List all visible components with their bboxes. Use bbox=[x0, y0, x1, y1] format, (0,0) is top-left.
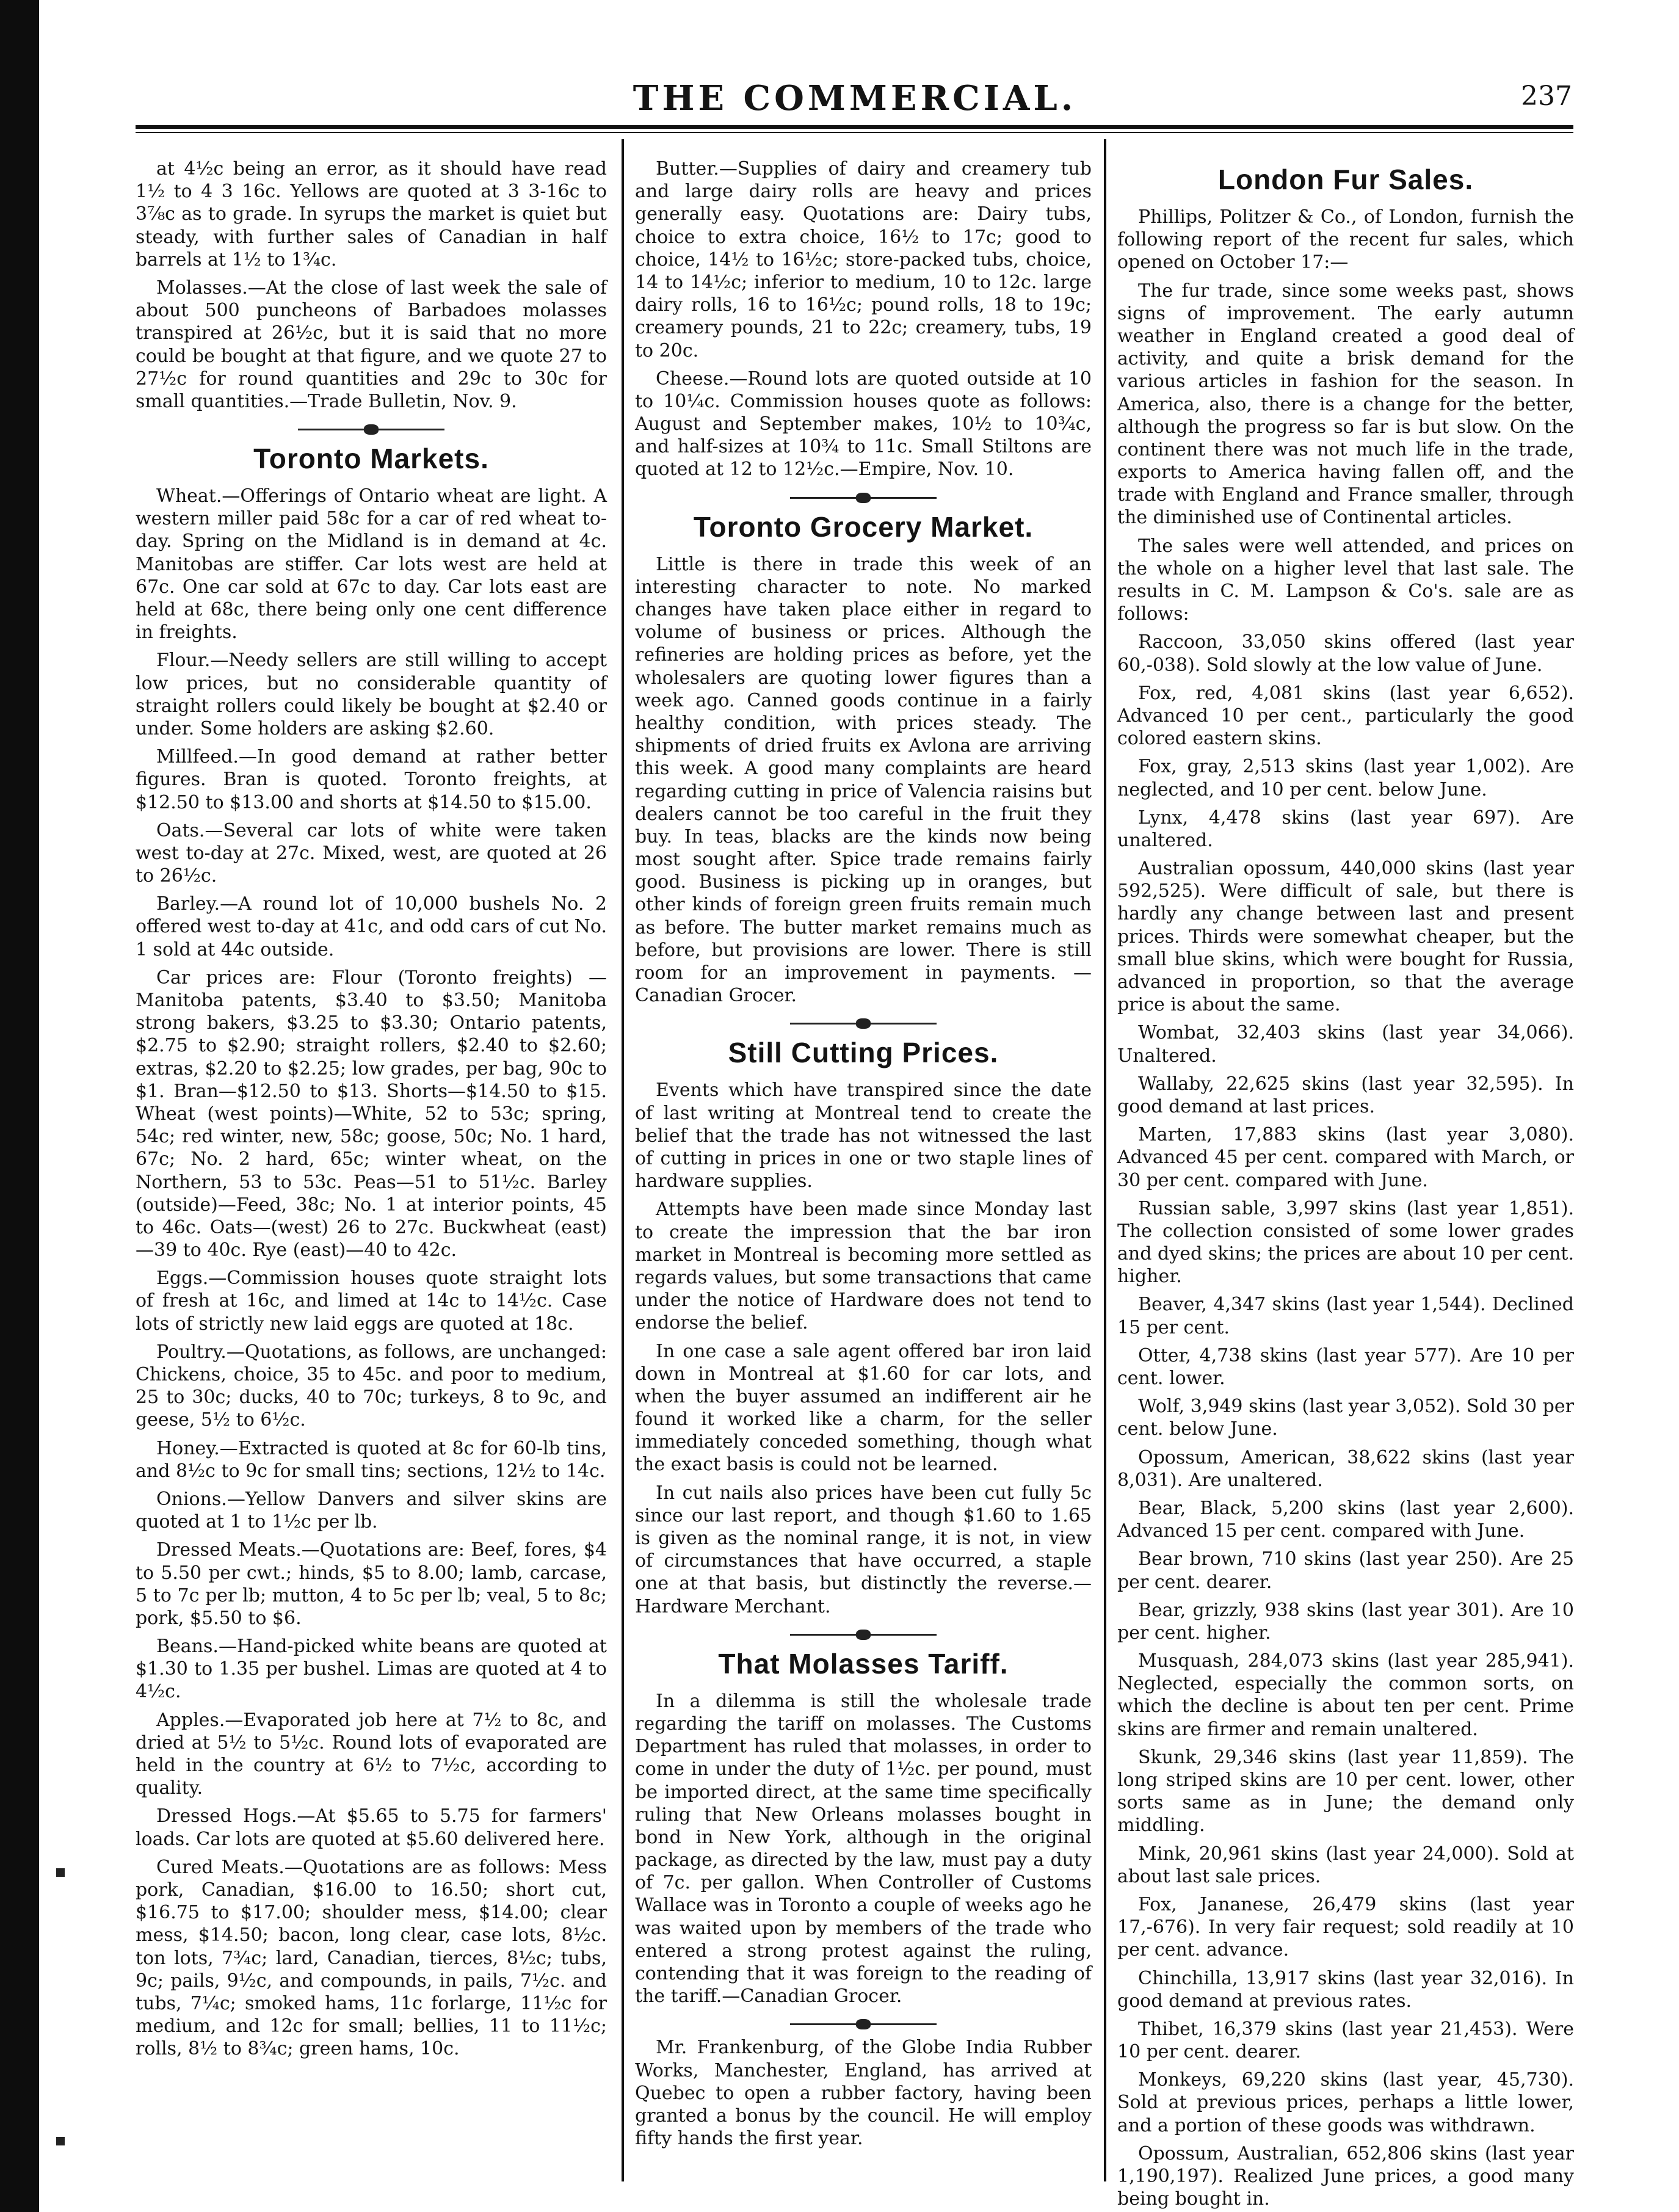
fur-entry: Skunk, 29,346 skins (last year 11,859). The long striped skins are 10 per cent. lower, other sorts same as in June; the demand only middling. bbox=[1117, 1746, 1574, 1837]
fur-entry: Fox, gray, 2,513 skins (last year 1,002). Are neglected, and 10 per cent. below June. bbox=[1117, 756, 1574, 800]
article-paragraph: Millfeed.—In good demand at rather better figures. Bran is quoted. Toronto freights, at $12.50 to $13.00 and shorts at $14.50 to $15.00. bbox=[136, 746, 607, 813]
page-number: 237 bbox=[1521, 81, 1572, 112]
article-paragraph: Oats.—Several car lots of white were taken west to-day at 27c. Mixed, west, are quoted at 26 to 26½c. bbox=[136, 819, 607, 887]
article-paragraph: Little is there in trade this week of an interesting character to note. No marked changes have taken place either in regard to volume of business or prices. Although the refineries are holding prices as before, yet the wholesalers are quoting lower figures than a week ago. Canned goods continue in a fairly healthy condition, with prices steady. The shipments of dried fruits ex Avlona are arriving this week. A good many complaints are heard regarding cutting in price of Valencia raisins but dealers cannot be too careful in the fruit they buy. In teas, blacks are the kinds now being most sought after. Spice trade remains fairly good. Business is picking up in oranges, but other kinds of foreign green fruits remain much as before. The butter market remains much as before, but provisions are lower. There is still room for an improvement in payments. —Canadian Grocer. bbox=[635, 553, 1092, 1007]
fur-entry: Otter, 4,738 skins (last year 577). Are 10 per cent. lower. bbox=[1117, 1344, 1574, 1390]
fur-entry: Raccoon, 33,050 skins offered (last year 60,-038). Sold slowly at the low value of June. bbox=[1117, 631, 1574, 676]
headline-that-molasses-tariff: That Molasses Tariff. bbox=[718, 1647, 1009, 1680]
fur-entry: Bear brown, 710 skins (last year 250). Are 25 per cent. dearer. bbox=[1117, 1548, 1574, 1593]
headline-still-cutting-prices: Still Cutting Prices. bbox=[728, 1037, 999, 1069]
fur-entry: Opossum, Australian, 652,806 skins (last year 1,190,197). Realized June prices, a good many being bought in. bbox=[1117, 2142, 1574, 2210]
fur-entry: Russian sable, 3,997 skins (last year 1,851). The collection consisted of some lower grades and dyed skins; the prices are about 10 per cent. higher. bbox=[1117, 1197, 1574, 1288]
article-paragraph: Poultry.—Quotations, as follows, are unchanged: Chickens, choice, 35 to 45c. and poor to medium, 25 to 30c; ducks, 40 to 70c; turkeys, 8 to 9c, and geese, 5½ to 6½c. bbox=[136, 1341, 607, 1431]
article-paragraph: Apples.—Evaporated job here at 7½ to 8c, and dried at 5½ to 5½c. Round lots of evaporated are held in the country at 6½ to 7½c, according to quality. bbox=[136, 1709, 607, 1799]
article-paragraph: The fur trade, since some weeks past, shows signs of improvement. The early autumn weather in England created a good deal of activity, and quite a brisk demand for the various articles in fashion for the season. In America, also, there is a change for the better, although the progress so far is but slow. On the continent there was not much life in the trade, exports to America having fallen off, and the trade with England and France smaller, through the diminished use of Continental articles. bbox=[1117, 280, 1574, 529]
fur-entry: Mink, 20,961 skins (last year 24,000). Sold at about last sale prices. bbox=[1117, 1843, 1574, 1887]
fur-entry: Beaver, 4,347 skins (last year 1,544). Declined 15 per cent. bbox=[1117, 1294, 1574, 1338]
article-paragraph: Car prices are: Flour (Toronto freights) — Manitoba patents, $3.40 to $3.50; Manitoba strong bakers, $3.25 to $3.30; Ontario patents, $2.75 to $2.90; straight rollers, $2.40 to $2.60; extras, $2.20 to $2.25; low grades, per bag, 90c to $1. Bran—$12.50 to $13. Shorts—$14.50 to $15. Wheat (west points)—White, 52 to 53c; spring, 54c; red winter, new, 58c; goose, 50c; No. 1 hard, 67c; No. 2 hard, 65c; winter wheat, on the Northern, 53 to 53c. Peas—51 to 51½c. Barley (outside)—Feed, 38c; No. 1 at interior points, 45 to 46c. Oats—(west) 26 to 27c. Buckwheat (east)—39 to 40c. Rye (east)—40 to 42c. bbox=[136, 966, 607, 1261]
headline-toronto-grocery-market: Toronto Grocery Market. bbox=[693, 510, 1034, 543]
article-paragraph: Eggs.—Commission houses quote straight lots of fresh at 16c, and limed at 14c to 14½c. Case lots of strictly new laid eggs are quoted at 18c. bbox=[136, 1267, 607, 1335]
article-paragraph: Honey.—Extracted is quoted at 8c for 60-lb tins, and 8½c to 9c for small tins; sections, 12½ to 14c. bbox=[136, 1437, 607, 1482]
article-paragraph: Flour.—Needy sellers are still willing to accept low prices, but no considerable quantity of straight rollers could likely be bought at $2.40 or under. Some holders are asking $2.60. bbox=[136, 650, 607, 739]
article-paragraph: Cured Meats.—Quotations are as follows: Mess pork, Canadian, $16.00 to 16.50; short cut, $16.75 to $17.00; shoulder mess, $14.00; clear mess, $14.50; bacon, long clear, case lots, 8½c. ton lots, 7¾c; lard, Canadian, tierces, 8½c; tubs, 9c; pails, 9½c, and compounds, in pails, 7½c. and tubs, 7¼c; smoked hams, 11c forlarge, 11½c for medium, and 12c for small; bellies, 11 to 11½c; rolls, 8½ to 8¾c; green hams, 10c. bbox=[136, 1856, 607, 2060]
article-paragraph: Cheese.—Round lots are quoted outside at 10 to 10¼c. Commission houses quote as follows: August and September makes, 10½ to 10¾c, and half-sizes at 10¾ to 11c. Small Stiltons are quoted at 12 to 12½c.—Empire, Nov. 10. bbox=[635, 368, 1092, 480]
header-rule-thin bbox=[136, 132, 1573, 133]
article-paragraph: Butter.—Supplies of dairy and creamery tub and large dairy rolls are heavy and prices generally easy. Quotations are: Dairy tubs, choice to extra choice, 16½ to 17c; good to choice, 14½ to 16½c; store-packed tubs, choice, 14 to 14½c; inferior to medium, 10 to 12c. large dairy rolls, 16 to 16½c; pound rolls, 18 to 19c; creamery pounds, 21 to 22c; creamery, tubs, 19 to 20c. bbox=[635, 158, 1092, 361]
section-separator bbox=[298, 429, 444, 430]
column-rule bbox=[622, 139, 624, 2181]
article-paragraph: Barley.—A round lot of 10,000 bushels No. 2 offered west to-day at 41c, and odd cars of cut No. 1 sold at 44c outside. bbox=[136, 893, 607, 960]
masthead-title: THE COMMERCIAL. bbox=[633, 78, 1077, 118]
fur-entry: Australian opossum, 440,000 skins (last year 592,525). Were difficult of sale, but there is hardly any change between last and present prices. Thirds were somewhat cheaper, but the small blue skins, which were bought for Russia, advanced in proportion, so that the average price is about the same. bbox=[1117, 858, 1574, 1016]
fur-entry: Fox, Jananese, 26,479 skins (last year 17,-676). In very fair request; sold readily at 10 per cent. advance. bbox=[1117, 1893, 1574, 1961]
fur-entry: Bear, grizzly, 938 skins (last year 301). Are 10 per cent. higher. bbox=[1117, 1599, 1574, 1644]
fur-entry: Wallaby, 22,625 skins (last year 32,595). In good demand at last prices. bbox=[1117, 1073, 1574, 1117]
fur-entry: Fox, red, 4,081 skins (last year 6,652). Advanced 10 per cent., particularly the good colored eastern skins. bbox=[1117, 682, 1574, 750]
fur-entry: Chinchilla, 13,917 skins (last year 32,016). In good demand at previous rates. bbox=[1117, 1967, 1574, 2012]
article-paragraph: The sales were well attended, and prices on the whole on a higher level that last sale. The results in C. M. Lampson & Co's. sale are as follows: bbox=[1117, 535, 1574, 625]
scan-mark bbox=[56, 2137, 65, 2145]
article-paragraph: Mr. Frankenburg, of the Globe India Rubber Works, Manchester, England, has arrived at Quebec to open a rubber factory, having been granted a bonus by the council. He will employ fifty hands the first year. bbox=[635, 2037, 1092, 2150]
fur-entry: Lynx, 4,478 skins (last year 697). Are unaltered. bbox=[1117, 807, 1574, 851]
scan-mark bbox=[56, 1868, 65, 1877]
column-3 bbox=[1117, 158, 1574, 2210]
article-paragraph: In a dilemma is still the wholesale trade regarding the tariff on molasses. The Customs Department has ruled that molasses, in order to come in under the duty of 1½c. per pound, must be imported direct, at the same time specifically ruling that New Orleans molasses bought in bond in New York, although in the original package, as directed by the law, must pay a duty of 7c. per gallon. When Controller of Customs Wallace was in Toronto a couple of weeks ago he was waited upon by members of the trade who entered a strong protest against the ruling, contending that it was foreign to the reading of the tariff.—Canadian Grocer. bbox=[635, 1690, 1092, 2007]
article-paragraph: Molasses.—At the close of last week the sale of about 500 puncheons of Barbadoes molasses transpired at 26½c, but it is said that no more could be bought at that figure, and we quote 27 to 27½c for round quantities and 29c to 30c for small quantities.—Trade Bulletin, Nov. 9. bbox=[136, 277, 607, 412]
article-paragraph: In one case a sale agent offered bar iron laid down in Montreal at $1.60 for car lots, and when the buyer assumed an indifferent air he found it worked like a charm, for the seller immediately conceded something, though what the exact basis is could not be learned. bbox=[635, 1340, 1092, 1476]
fur-entry: Wombat, 32,403 skins (last year 34,066). Unaltered. bbox=[1117, 1022, 1574, 1067]
fur-entry: Marten, 17,883 skins (last year 3,080). Advanced 45 per cent. compared with March, or 30 per cent. compared with June. bbox=[1117, 1124, 1574, 1191]
section-separator bbox=[790, 1634, 937, 1636]
header-rule bbox=[136, 125, 1573, 129]
article-paragraph: Dressed Meats.—Quotations are: Beef, fores, $4 to 5.50 per cwt.; hinds, $5 to 8.00; lamb, carcase, 5 to 7c per lb; mutton, 4 to 5c per lb; veal, 5 to 8c; pork, $5.50 to $6. bbox=[136, 1539, 607, 1629]
scan-edge bbox=[0, 0, 39, 2212]
column-2 bbox=[635, 158, 1092, 2178]
fur-entry: Opossum, American, 38,622 skins (last year 8,031). Are unaltered. bbox=[1117, 1446, 1574, 1491]
article-paragraph: Onions.—Yellow Danvers and silver skins are quoted at 1 to 1½c per lb. bbox=[136, 1488, 607, 1533]
section-separator bbox=[790, 2023, 937, 2025]
article-paragraph: Phillips, Politzer & Co., of London, furnish the following report of the recent fur sales, which opened on October 17:— bbox=[1117, 206, 1574, 274]
headline-london-fur-sales: London Fur Sales. bbox=[1217, 164, 1474, 195]
article-paragraph: Events which have transpired since the date of last writing at Montreal tend to create the belief that the trade has not witnessed the last of cutting in prices in one or two staple lines of hardware supplies. bbox=[635, 1079, 1092, 1192]
column-1 bbox=[136, 158, 607, 2178]
column-rule bbox=[1104, 139, 1106, 2181]
fur-entry: Thibet, 16,379 skins (last year 21,453). Were 10 per cent. dearer. bbox=[1117, 2018, 1574, 2063]
fur-entry: Monkeys, 69,220 skins (last year, 45,730). Sold at previous prices, perhaps a little lower, and a portion of these goods was withdrawn. bbox=[1117, 2069, 1574, 2136]
fur-entry: Musquash, 284,073 skins (last year 285,941). Neglected, especially the common sorts, on which the decline is about ten per cent. Prime skins are firmer and remain unaltered. bbox=[1117, 1650, 1574, 1740]
article-paragraph: Attempts have been made since Monday last to create the impression that the bar iron market in Montreal is becoming more settled as regards values, but some transactions that came under the notice of Hardware does not tend to endorse the belief. bbox=[635, 1198, 1092, 1334]
article-paragraph: at 4½c being an error, as it should have read 1½ to 4 3 16c. Yellows are quoted at 3 3-16c to 3⅞c as to grade. In syrups the market is quiet but steady, with further sales of Canadian in half barrels at 1½ to 1¾c. bbox=[136, 158, 607, 270]
fur-entry: Wolf, 3,949 skins (last year 3,052). Sold 30 per cent. below June. bbox=[1117, 1396, 1574, 1440]
article-paragraph: Wheat.—Offerings of Ontario wheat are light. A western miller paid 58c for a car of red wheat to-day. Spring on the Midland is in demand at 4c. Manitobas are stiffer. Car lots west are held at 67c. One car sold at 67c to day. Car lots east are held at 68c, there being only one cent difference in freights. bbox=[136, 485, 607, 644]
section-separator bbox=[790, 1023, 937, 1024]
article-paragraph: Dressed Hogs.—At $5.65 to 5.75 for farmers' loads. Car lots are quoted at $5.60 delivered here. bbox=[136, 1805, 607, 1850]
section-separator bbox=[790, 497, 937, 499]
fur-entry: Bear, Black, 5,200 skins (last year 2,600). Advanced 15 per cent. compared with June. bbox=[1117, 1497, 1574, 1542]
headline-toronto-markets: Toronto Markets. bbox=[253, 443, 489, 475]
article-paragraph: Beans.—Hand-picked white beans are quoted at $1.30 to 1.35 per bushel. Limas are quoted at 4 to 4½c. bbox=[136, 1636, 607, 1703]
article-paragraph: In cut nails also prices have been cut fully 5c since our last report, and though $1.60 to 1.65 is given as the nominal range, it is not, in view of circumstances that have occurred, a staple one at that basis, but distinctly the reverse.—Hardware Merchant. bbox=[635, 1482, 1092, 1617]
